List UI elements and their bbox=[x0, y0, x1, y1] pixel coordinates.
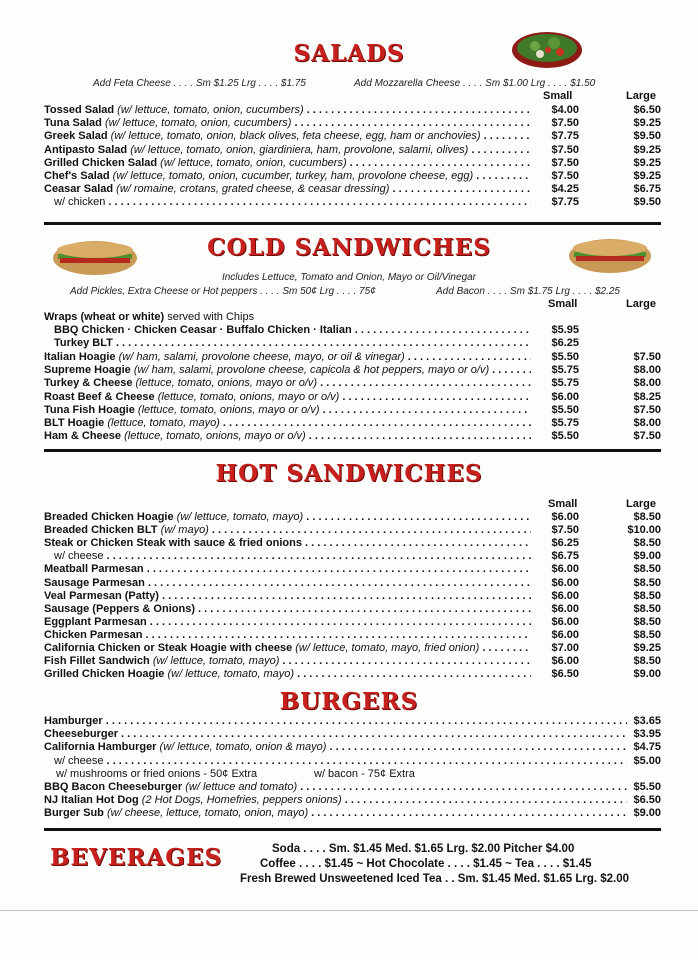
item-price-large: $6.50 bbox=[633, 104, 661, 116]
menu-item-row bbox=[44, 117, 661, 130]
item-price-small: $7.50 bbox=[551, 117, 579, 130]
item-name: BBQ Bacon Cheeseburger bbox=[44, 781, 183, 793]
item-price-small: $6.00 bbox=[551, 511, 579, 523]
item-label bbox=[44, 550, 531, 563]
item-price-large: $8.25 bbox=[633, 390, 661, 403]
item-description: (w/ ham, salami, provolone cheese, capicola & hot peppers, mayo or o/v) bbox=[133, 363, 490, 376]
item-price-small: $6.00 bbox=[551, 589, 579, 602]
item-price-large: $8.50 bbox=[633, 563, 661, 576]
item-price-large: $7.50 bbox=[633, 350, 661, 363]
item-price-large: $6.75 bbox=[633, 183, 661, 196]
item-label bbox=[44, 391, 531, 404]
item-name: Breaded Chicken BLT bbox=[44, 524, 158, 537]
item-price-large: $8.50 bbox=[633, 602, 661, 615]
item-label bbox=[44, 351, 531, 364]
item-name: Hamburger bbox=[44, 715, 103, 727]
menu-item-row bbox=[44, 337, 661, 350]
item-price-small: $6.00 bbox=[551, 576, 579, 589]
salad-bowl-image bbox=[510, 26, 584, 70]
item-description: w/ chicken bbox=[54, 196, 106, 209]
menu-item-row bbox=[44, 642, 661, 655]
menu-item-row bbox=[44, 715, 661, 728]
menu-item-row bbox=[44, 404, 661, 417]
menu-item-row bbox=[44, 616, 661, 629]
scan-edge-line bbox=[0, 910, 698, 911]
item-description: (w/ lettuce, tomato, mayo, fried onion) bbox=[295, 642, 480, 654]
menu-item-row bbox=[44, 781, 661, 794]
item-price-small: $7.50 bbox=[551, 143, 579, 156]
item-price-small: $7.50 bbox=[551, 170, 579, 182]
beverages-coffee-line: Coffee . . . . $1.45 ~ Hot Chocolate . . . . $1.45 ~ Tea . . . . $1.45 bbox=[260, 858, 592, 870]
item-price: $9.00 bbox=[633, 807, 661, 820]
hot-col-large: Large bbox=[626, 498, 656, 510]
item-price-large: $8.50 bbox=[633, 511, 661, 523]
item-label bbox=[44, 404, 531, 417]
item-description: (w/ lettuce, tomato, onion, cucumbers) bbox=[117, 104, 304, 116]
item-name: Chef's Salad bbox=[44, 170, 110, 182]
item-description: (w/ mayo) bbox=[160, 524, 209, 537]
item-name: Grilled Chicken Hoagie bbox=[44, 668, 165, 681]
item-price-small: $6.00 bbox=[551, 628, 579, 641]
menu-item-row bbox=[44, 144, 661, 157]
item-description: (lettuce, tomato, onions, mayo or o/v) bbox=[124, 430, 306, 443]
menu-item-row bbox=[44, 668, 661, 681]
item-price-large: $8.50 bbox=[633, 655, 661, 668]
item-price-large: $9.25 bbox=[633, 642, 661, 654]
menu-item-row bbox=[44, 629, 661, 642]
menu-item-row bbox=[44, 351, 661, 364]
item-price-small: $7.50 bbox=[551, 156, 579, 169]
item-name: NJ Italian Hot Dog bbox=[44, 794, 139, 807]
beverages-iced-tea-line: Fresh Brewed Unsweetened Iced Tea . . Sm. $1.45 Med. $1.65 Lrg. $2.00 bbox=[240, 873, 630, 885]
item-description: (w/ lettuce, tomato, mayo) bbox=[167, 668, 295, 681]
menu-item-row bbox=[44, 183, 661, 196]
burger-extra-mushrooms: w/ mushrooms or fried onions - 50¢ Extra bbox=[56, 768, 258, 780]
item-description: (lettuce, tomato, onions, mayo or o/v) bbox=[135, 377, 318, 390]
item-name: Sausage (Peppers & Onions) bbox=[44, 602, 195, 615]
divider bbox=[44, 222, 661, 225]
wraps-line bbox=[44, 311, 661, 324]
item-description: (w/ ham, salami, provolone cheese, mayo, or oil & vinegar) bbox=[118, 350, 405, 363]
item-description: (w/ lettuce, tomato, onion, cucumbers) bbox=[104, 117, 292, 130]
item-label bbox=[44, 524, 531, 537]
burgers-heading: BURGERS bbox=[279, 688, 419, 715]
item-price-small: $5.50 bbox=[551, 430, 579, 443]
item-price-small: $6.00 bbox=[551, 563, 579, 576]
item-name: Italian Hoagie bbox=[44, 350, 116, 363]
item-name: Chicken Parmesan bbox=[44, 628, 143, 641]
wraps-name: Wraps (wheat or white) bbox=[44, 311, 165, 323]
item-price-large: $8.50 bbox=[633, 589, 661, 602]
item-name: Tossed Salad bbox=[44, 104, 115, 116]
item-name: California Hamburger bbox=[44, 741, 157, 754]
item-name: Steak or Chicken Steak with sauce & fried onions bbox=[44, 537, 302, 550]
item-name: Fish Fillet Sandwich bbox=[44, 655, 150, 668]
item-name: Eggplant Parmesan bbox=[44, 615, 147, 628]
menu-item-row bbox=[44, 755, 661, 768]
item-price-small: $4.00 bbox=[551, 104, 579, 116]
item-label bbox=[44, 183, 531, 196]
salads-col-small: Small bbox=[543, 90, 573, 102]
item-name: Breaded Chicken Hoagie bbox=[44, 511, 174, 523]
salads-note-mozzarella: Add Mozzarella Cheese . . . . Sm $1.00 Lrg . . . . $1.50 bbox=[354, 78, 596, 89]
menu-item-row bbox=[44, 728, 661, 741]
item-description: (2 Hot Dogs, Homefries, peppers onions) bbox=[141, 794, 342, 807]
item-label bbox=[44, 807, 627, 820]
item-description: w/ cheese bbox=[54, 550, 104, 563]
item-label bbox=[44, 590, 531, 603]
menu-item-row bbox=[44, 104, 661, 117]
item-price-small: $5.75 bbox=[551, 377, 579, 390]
item-name: BLT Hoagie bbox=[44, 417, 105, 430]
item-name: Roast Beef & Cheese bbox=[44, 390, 155, 403]
item-description: (w/ lettuce, tomato, mayo) bbox=[152, 655, 280, 668]
item-price-large: $9.50 bbox=[633, 196, 661, 209]
item-price-small: $7.75 bbox=[551, 130, 579, 143]
item-price-large: $8.00 bbox=[633, 363, 661, 376]
item-label bbox=[44, 642, 531, 655]
beverages-soda-line: Soda . . . . Sm. $1.45 Med. $1.65 Lrg. $2.00 Pitcher $4.00 bbox=[272, 843, 575, 855]
burger-extras bbox=[44, 768, 661, 781]
menu-item-row bbox=[44, 524, 661, 537]
item-price: $6.50 bbox=[633, 794, 661, 807]
item-price-large: $10.00 bbox=[627, 524, 661, 537]
item-price-small: $7.50 bbox=[551, 524, 579, 537]
item-price-large: $9.00 bbox=[633, 550, 661, 563]
item-label bbox=[44, 781, 627, 794]
item-name: Tuna Fish Hoagie bbox=[44, 403, 135, 416]
menu-item-row bbox=[44, 590, 661, 603]
item-name: BBQ Chicken · Chicken Ceasar · Buffalo Chicken · Italian bbox=[54, 324, 352, 336]
menu-item-row bbox=[44, 324, 661, 337]
item-name: California Chicken or Steak Hoagie with cheese bbox=[44, 642, 293, 654]
beverages-heading: BEVERAGES bbox=[50, 844, 223, 871]
item-label bbox=[44, 130, 531, 143]
item-name: Sausage Parmesan bbox=[44, 576, 145, 589]
menu-item-row bbox=[44, 391, 661, 404]
item-price-large: $9.25 bbox=[633, 143, 661, 156]
item-name: Grilled Chicken Salad bbox=[44, 156, 158, 169]
item-label bbox=[44, 563, 531, 576]
menu-item-row bbox=[44, 550, 661, 563]
item-description: (w/ lettuce, tomato, onion, cucumber, turkey, ham, provolone cheese, egg) bbox=[112, 170, 474, 182]
salads-heading: SALADS bbox=[293, 40, 405, 67]
item-price-small: $5.50 bbox=[551, 350, 579, 363]
item-label bbox=[44, 715, 627, 728]
cold-col-large: Large bbox=[626, 298, 656, 310]
item-price-large: $8.00 bbox=[633, 417, 661, 430]
item-description: (w/ lettuce and tomato) bbox=[185, 781, 298, 793]
menu-item-row bbox=[44, 430, 661, 443]
item-price-large: $8.50 bbox=[633, 615, 661, 628]
item-price-small: $4.25 bbox=[551, 183, 579, 196]
item-price-large: $9.25 bbox=[633, 117, 661, 130]
item-name: Turkey & Cheese bbox=[44, 377, 133, 390]
item-label bbox=[44, 364, 531, 377]
item-price-small: $6.75 bbox=[551, 550, 579, 563]
item-description: (lettuce, tomato, mayo) bbox=[107, 417, 220, 430]
item-price: $3.95 bbox=[633, 728, 661, 741]
item-price-large: $8.00 bbox=[633, 377, 661, 390]
hot-sandwiches-heading: HOT SANDWICHES bbox=[215, 460, 483, 487]
item-price-small: $5.75 bbox=[551, 417, 579, 430]
menu-item-row bbox=[44, 417, 661, 430]
menu-item-row bbox=[44, 511, 661, 524]
item-price-small: $6.50 bbox=[551, 668, 579, 681]
divider bbox=[44, 828, 661, 831]
item-price: $4.75 bbox=[633, 741, 661, 754]
menu-item-row bbox=[44, 157, 661, 170]
item-price: $3.65 bbox=[633, 715, 661, 727]
menu-item-row bbox=[44, 741, 661, 754]
item-label bbox=[44, 117, 531, 130]
item-name: Tuna Salad bbox=[44, 117, 102, 130]
item-label bbox=[44, 157, 531, 170]
item-price-small: $6.00 bbox=[551, 390, 579, 403]
menu-item-row bbox=[44, 170, 661, 183]
menu-item-row bbox=[44, 807, 661, 820]
item-price-small: $6.00 bbox=[551, 615, 579, 628]
item-description: (w/ lettuce, tomato, onion & mayo) bbox=[159, 741, 327, 754]
wraps-desc: served with Chips bbox=[164, 311, 255, 323]
item-price-small: $6.00 bbox=[551, 655, 579, 668]
item-label bbox=[44, 104, 531, 117]
item-label bbox=[44, 629, 531, 642]
item-label bbox=[44, 324, 531, 337]
item-price-small: $6.25 bbox=[551, 537, 579, 550]
divider bbox=[44, 449, 661, 452]
cold-note-includes: Includes Lettuce, Tomato and Onion, Mayo or Oil/Vinegar bbox=[221, 272, 477, 283]
item-price-large: $8.50 bbox=[633, 537, 661, 550]
menu-item-row bbox=[44, 130, 661, 143]
item-label bbox=[44, 794, 627, 807]
item-label bbox=[44, 755, 627, 768]
item-label bbox=[44, 337, 531, 350]
item-price: $5.50 bbox=[633, 781, 661, 793]
item-name: Turkey BLT bbox=[54, 337, 113, 350]
menu-item-row bbox=[44, 196, 661, 209]
item-name: Ceasar Salad bbox=[44, 183, 114, 196]
item-label bbox=[44, 616, 531, 629]
item-price-small: $7.00 bbox=[551, 642, 579, 654]
burger-extra-bacon: w/ bacon - 75¢ Extra bbox=[314, 768, 415, 780]
item-label bbox=[44, 170, 531, 183]
item-label bbox=[44, 668, 531, 681]
item-name: Veal Parmesan (Patty) bbox=[44, 589, 159, 602]
item-name: Greek Salad bbox=[44, 130, 108, 143]
item-price-large: $9.00 bbox=[633, 668, 661, 681]
item-label bbox=[44, 741, 627, 754]
item-price-large: $8.50 bbox=[633, 628, 661, 641]
item-price-large: $7.50 bbox=[633, 403, 661, 416]
item-description: (w/ lettuce, tomato, onion, cucumbers) bbox=[160, 156, 347, 169]
item-name: Cheeseburger bbox=[44, 728, 118, 741]
item-label bbox=[44, 577, 531, 590]
item-label bbox=[44, 430, 531, 443]
item-price-small: $6.25 bbox=[551, 337, 579, 350]
salads-note-feta: Add Feta Cheese . . . . Sm $1.25 Lrg . . . . $1.75 bbox=[93, 78, 306, 89]
item-description: (w/ romaine, crotans, grated cheese, & ceasar dressing) bbox=[116, 183, 390, 196]
item-price-small: $6.00 bbox=[551, 602, 579, 615]
menu-item-row bbox=[44, 794, 661, 807]
item-price-small: $5.50 bbox=[551, 403, 579, 416]
menu-item-row bbox=[44, 603, 661, 616]
menu-item-row bbox=[44, 563, 661, 576]
item-price-large: $9.50 bbox=[633, 130, 661, 143]
menu-item-row bbox=[44, 364, 661, 377]
item-name: Burger Sub bbox=[44, 807, 104, 820]
item-price-large: $9.25 bbox=[633, 170, 661, 182]
item-price-small: $5.95 bbox=[551, 324, 579, 336]
item-label bbox=[44, 603, 531, 616]
item-price-large: $9.25 bbox=[633, 156, 661, 169]
cold-note-extras: Add Pickles, Extra Cheese or Hot peppers . . . . Sm 50¢ Lrg . . . . 75¢ bbox=[70, 286, 376, 297]
item-label bbox=[44, 537, 531, 550]
item-price-large: $8.50 bbox=[633, 576, 661, 589]
cold-col-small: Small bbox=[548, 298, 578, 310]
menu-item-row bbox=[44, 655, 661, 668]
item-description: (w/ lettuce, tomato, mayo) bbox=[176, 511, 304, 523]
item-label bbox=[44, 511, 531, 524]
item-label bbox=[44, 144, 531, 157]
item-label bbox=[44, 655, 531, 668]
menu-item-row bbox=[44, 577, 661, 590]
item-description: (lettuce, tomato, onions, mayo or o/v) bbox=[157, 390, 340, 403]
item-label bbox=[44, 417, 531, 430]
item-price-small: $5.75 bbox=[551, 363, 579, 376]
cold-sandwiches-heading: COLD SANDWICHES bbox=[207, 234, 491, 261]
item-description: w/ cheese bbox=[54, 754, 104, 767]
item-description: (w/ cheese, lettuce, tomato, onion, mayo) bbox=[106, 807, 309, 820]
item-name: Ham & Cheese bbox=[44, 430, 122, 443]
item-price: $5.00 bbox=[633, 754, 661, 767]
menu-item-row bbox=[44, 537, 661, 550]
item-name: Supreme Hoagie bbox=[44, 363, 131, 376]
menu-item-row bbox=[44, 377, 661, 390]
item-description: (lettuce, tomato, onions, mayo or o/v) bbox=[137, 403, 320, 416]
salads-col-large: Large bbox=[626, 90, 656, 102]
item-description: (w/ lettuce, tomato, onion, giardiniera, ham, provolone, salami, olives) bbox=[130, 143, 469, 156]
item-label bbox=[44, 377, 531, 390]
item-price-small: $7.75 bbox=[551, 196, 579, 209]
item-label bbox=[44, 728, 627, 741]
hot-col-small: Small bbox=[548, 498, 578, 510]
item-description: (w/ lettuce, tomato, onion, black olives, feta cheese, egg, ham or anchovies) bbox=[110, 130, 481, 143]
item-price-large: $7.50 bbox=[633, 430, 661, 443]
item-label bbox=[44, 196, 531, 209]
cold-note-bacon: Add Bacon . . . . Sm $1.75 Lrg . . . . $2.25 bbox=[436, 286, 620, 297]
item-name: Meatball Parmesan bbox=[44, 563, 144, 576]
item-name: Antipasto Salad bbox=[44, 143, 128, 156]
